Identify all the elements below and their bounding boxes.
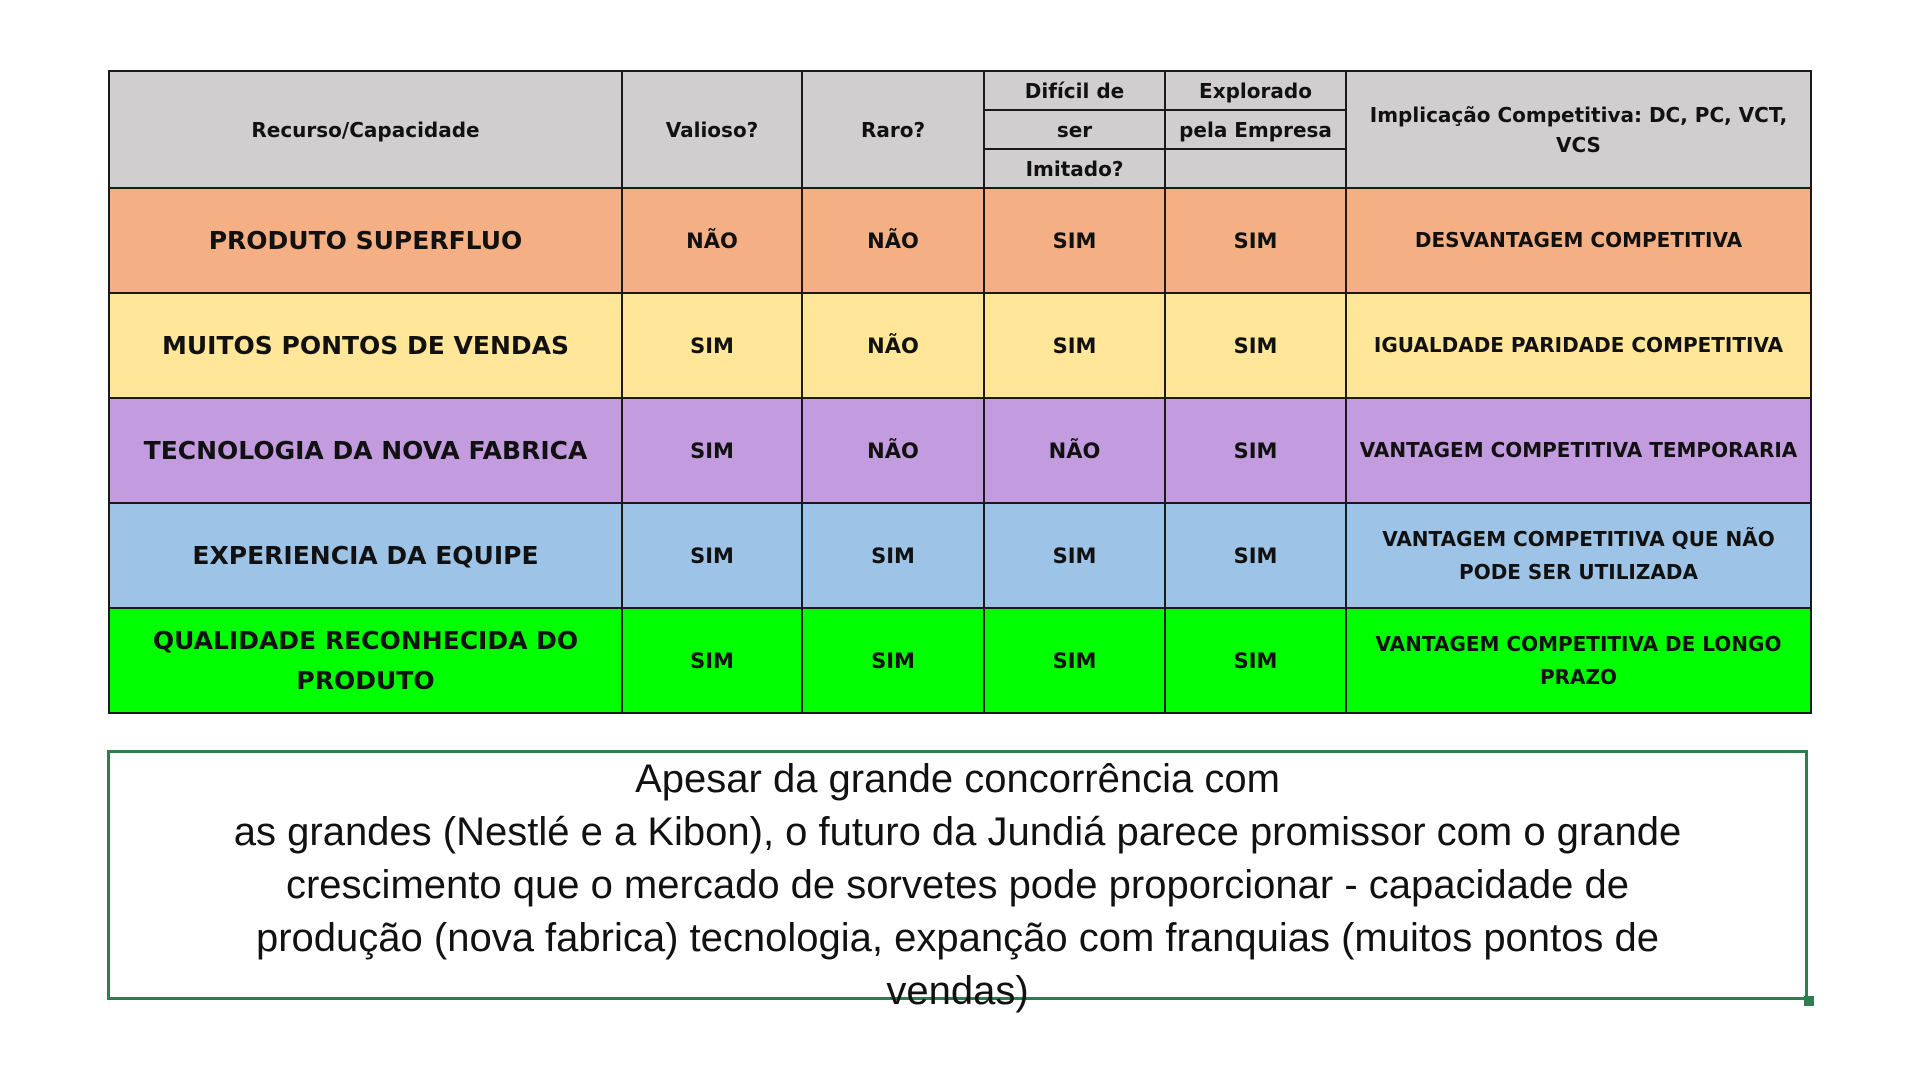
cell-rare: NÃO <box>802 188 984 293</box>
header-rare: Raro? <box>802 71 984 188</box>
cell-hard-to-imitate: SIM <box>984 293 1165 398</box>
header-hard-to-imitate-2: ser <box>984 110 1165 149</box>
cell-valuable: SIM <box>622 293 802 398</box>
summary-line: vendas) <box>886 969 1029 1013</box>
cell-implication: VANTAGEM COMPETITIVA TEMPORARIA <box>1346 398 1811 503</box>
summary-line: Apesar da grande concorrência com <box>635 757 1280 801</box>
cell-valuable: NÃO <box>622 188 802 293</box>
cell-resource: TECNOLOGIA DA NOVA FABRICA <box>109 398 622 503</box>
cell-hard-to-imitate: SIM <box>984 503 1165 608</box>
cell-exploited: SIM <box>1165 608 1346 713</box>
cell-implication: VANTAGEM COMPETITIVA QUE NÃO PODE SER UTILIZADA <box>1346 503 1811 608</box>
table-row <box>109 608 1811 713</box>
cell-rare: NÃO <box>802 398 984 503</box>
table-row <box>109 188 1811 293</box>
summary-line: crescimento que o mercado de sorvetes pode proporcionar - capacidade de <box>285 863 1629 907</box>
cell-hard-to-imitate: SIM <box>984 608 1165 713</box>
header-hard-to-imitate-3: Imitado? <box>984 149 1165 188</box>
header-exploited-3 <box>1165 149 1346 188</box>
header-resource: Recurso/Capacidade <box>109 71 622 188</box>
cell-resource: PRODUTO SUPERFLUO <box>109 188 622 293</box>
cell-implication: DESVANTAGEM COMPETITIVA <box>1346 188 1811 293</box>
cell-valuable: SIM <box>622 503 802 608</box>
header-exploited-1: Explorado <box>1165 71 1346 110</box>
summary-line: as grandes (Nestlé e a Kibon), o futuro da Jundiá parece promissor com o grande <box>233 810 1682 854</box>
cell-exploited: SIM <box>1165 293 1346 398</box>
cell-valuable: SIM <box>622 398 802 503</box>
cell-implication: VANTAGEM COMPETITIVA DE LONGO PRAZO <box>1346 608 1811 713</box>
table-row <box>109 398 1811 503</box>
cell-exploited: SIM <box>1165 503 1346 608</box>
header-exploited-2: pela Empresa <box>1165 110 1346 149</box>
cell-hard-to-imitate: NÃO <box>984 398 1165 503</box>
cell-rare: SIM <box>802 608 984 713</box>
cell-exploited: SIM <box>1165 188 1346 293</box>
summary-line: produção (nova fabrica) tecnologia, expanção com franquias (muitos pontos de <box>255 916 1660 960</box>
cell-rare: SIM <box>802 503 984 608</box>
cell-resource: QUALIDADE RECONHECIDA DO PRODUTO <box>109 608 622 713</box>
cell-implication: IGUALDADE PARIDADE COMPETITIVA <box>1346 293 1811 398</box>
cell-rare: NÃO <box>802 293 984 398</box>
header-hard-to-imitate-1: Difícil de <box>984 71 1165 110</box>
cell-valuable: SIM <box>622 608 802 713</box>
resize-handle[interactable] <box>1804 996 1814 1006</box>
cell-resource: EXPERIENCIA DA EQUIPE <box>109 503 622 608</box>
cell-resource: MUITOS PONTOS DE VENDAS <box>109 293 622 398</box>
header-valuable: Valioso? <box>622 71 802 188</box>
vrio-table <box>108 70 1812 714</box>
header-implication: Implicação Competitiva: DC, PC, VCT, VCS <box>1346 71 1811 188</box>
summary-text-box[interactable] <box>107 750 1808 1013</box>
cell-hard-to-imitate: SIM <box>984 188 1165 293</box>
table-row <box>109 293 1811 398</box>
cell-exploited: SIM <box>1165 398 1346 503</box>
table-row <box>109 503 1811 608</box>
